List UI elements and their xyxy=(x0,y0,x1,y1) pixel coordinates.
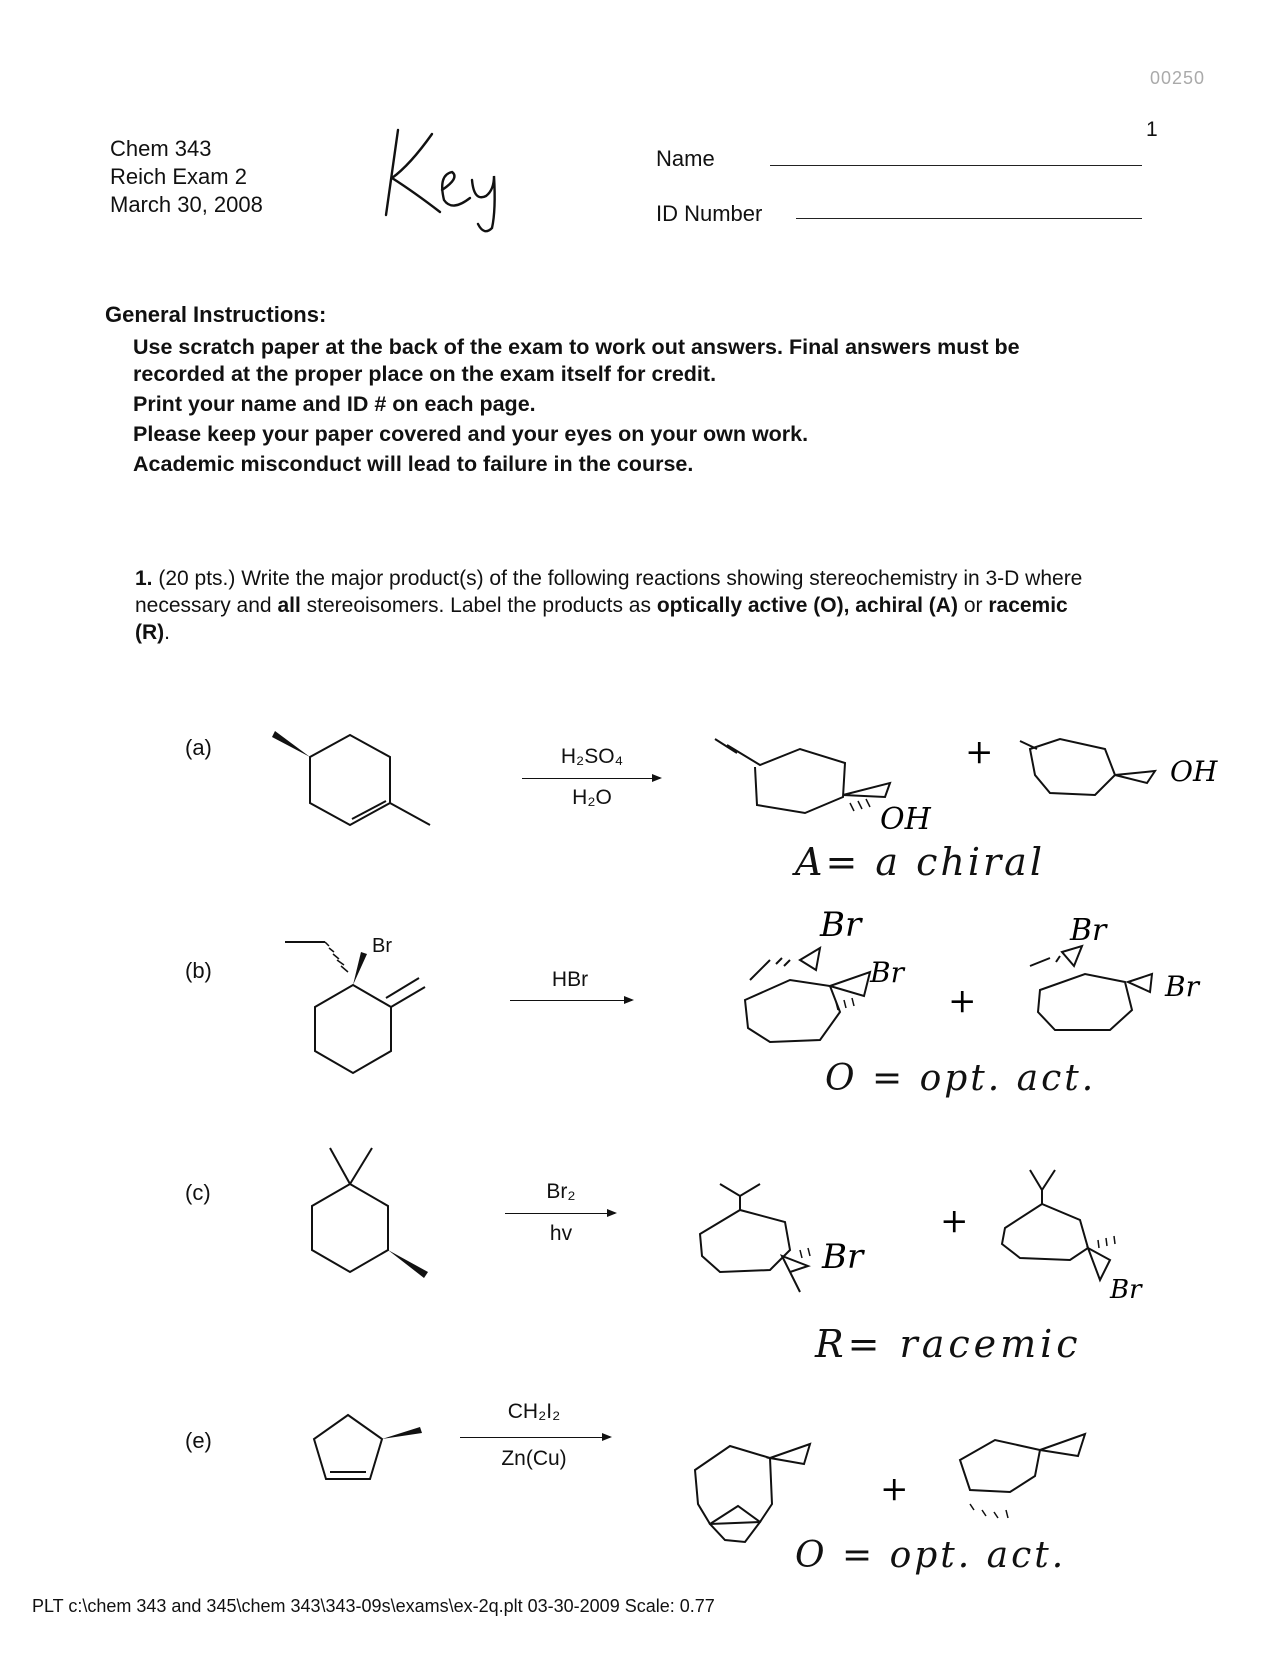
id-label: ID Number xyxy=(656,201,763,226)
reaction-a-label: (a) xyxy=(185,735,212,760)
answer-e: O = opt. act. xyxy=(795,1535,1067,1576)
reaction-b-label: (b) xyxy=(185,958,212,983)
product-b-br-2: Br xyxy=(870,956,904,989)
period: . xyxy=(164,621,170,644)
reactant-c-structure xyxy=(300,1140,450,1290)
reaction-c-label: (c) xyxy=(185,1180,211,1205)
id-number-field[interactable] xyxy=(796,218,1142,219)
name-field[interactable] xyxy=(770,165,1142,166)
product-b-br-4: Br xyxy=(1165,970,1199,1003)
question-text: Write the major product(s) of the following reactions showing stereochemistry in 3-D where necessary and xyxy=(135,567,1083,617)
question-points: (20 pts.) xyxy=(158,567,236,590)
instructions-body xyxy=(133,334,1093,481)
plus-sign: + xyxy=(965,732,994,772)
question-text-2: stereoisomers. Label the products as xyxy=(306,594,651,617)
instruction-line: Print your name and ID # on each page. xyxy=(133,392,536,416)
product-e-drawing xyxy=(690,1420,1110,1550)
product-a-oh-1: OH xyxy=(880,802,931,837)
course-block xyxy=(110,135,263,219)
plus-sign: + xyxy=(940,1201,969,1241)
reaction-arrow xyxy=(460,1437,610,1438)
instruction-line: Use scratch paper at the back of the exam to work out answers. Final answers must be recorded at the proper place on the exam itself for credit. xyxy=(133,335,1020,386)
product-c-br-1: Br xyxy=(822,1237,864,1277)
product-c-drawing xyxy=(690,1160,1190,1310)
instruction-line: Academic misconduct will lead to failure in the course. xyxy=(133,452,694,476)
product-a-oh-2: OH xyxy=(1170,755,1218,788)
reagent-b-top: HBr xyxy=(551,968,589,991)
footer-file-path: PLT c:\chem 343 and 345\chem 343\343-09s\exams\ex-2q.plt 03-30-2009 Scale: 0.77 xyxy=(32,1596,715,1616)
instruction-line: Please keep your paper covered and your eyes on your own work. xyxy=(133,422,809,446)
plus-sign: + xyxy=(880,1469,909,1509)
exam-date: March 30, 2008 xyxy=(110,192,263,217)
reactant-a-structure xyxy=(280,725,440,835)
corner-code: 00250 xyxy=(1150,68,1206,88)
reaction-e-label: (e) xyxy=(185,1428,212,1453)
product-b-br-3: Br xyxy=(1070,913,1107,948)
reactant-b-structure xyxy=(285,930,445,1080)
answer-c: R= racemic xyxy=(815,1322,1082,1366)
reaction-arrow xyxy=(510,1000,632,1001)
name-label: Name xyxy=(656,146,715,171)
product-b-drawing xyxy=(740,900,1210,1050)
reagent-c-bottom: hv xyxy=(549,1222,573,1245)
reagent-a-bottom: H₂O xyxy=(572,786,612,809)
reactant-e-structure xyxy=(300,1405,440,1505)
reagent-e-top: CH₂I₂ xyxy=(507,1400,561,1423)
exam-name: Reich Exam 2 xyxy=(110,164,247,189)
label-racemic: racemic (R) xyxy=(135,594,1068,644)
course-name: Chem 343 xyxy=(110,136,212,161)
product-b-br-1: Br xyxy=(820,905,862,945)
reagent-e-bottom: Zn(Cu) xyxy=(501,1447,567,1470)
reaction-arrow xyxy=(522,778,660,779)
reactant-b-br: Br xyxy=(372,935,392,957)
instructions-heading: General Instructions: xyxy=(105,302,327,327)
key-handwriting xyxy=(380,120,540,230)
answer-b: O = opt. act. xyxy=(825,1058,1097,1099)
comma: , xyxy=(843,594,850,617)
label-optically-active: optically active (O) xyxy=(656,594,844,617)
plus-sign: + xyxy=(948,981,977,1021)
page-number: 1 xyxy=(1146,118,1158,141)
label-achiral: achiral (A) xyxy=(855,594,958,617)
reagent-c-top: Br₂ xyxy=(546,1180,576,1203)
word-or: or xyxy=(963,594,983,617)
answer-a: A= a chiral xyxy=(795,840,1045,884)
question-number: 1. xyxy=(135,567,153,590)
reaction-arrow xyxy=(505,1213,615,1214)
product-c-br-2: Br xyxy=(1110,1275,1142,1305)
reagent-a-top: H₂SO₄ xyxy=(560,745,624,768)
question-1-text xyxy=(135,565,1095,646)
question-all: all xyxy=(277,594,301,617)
